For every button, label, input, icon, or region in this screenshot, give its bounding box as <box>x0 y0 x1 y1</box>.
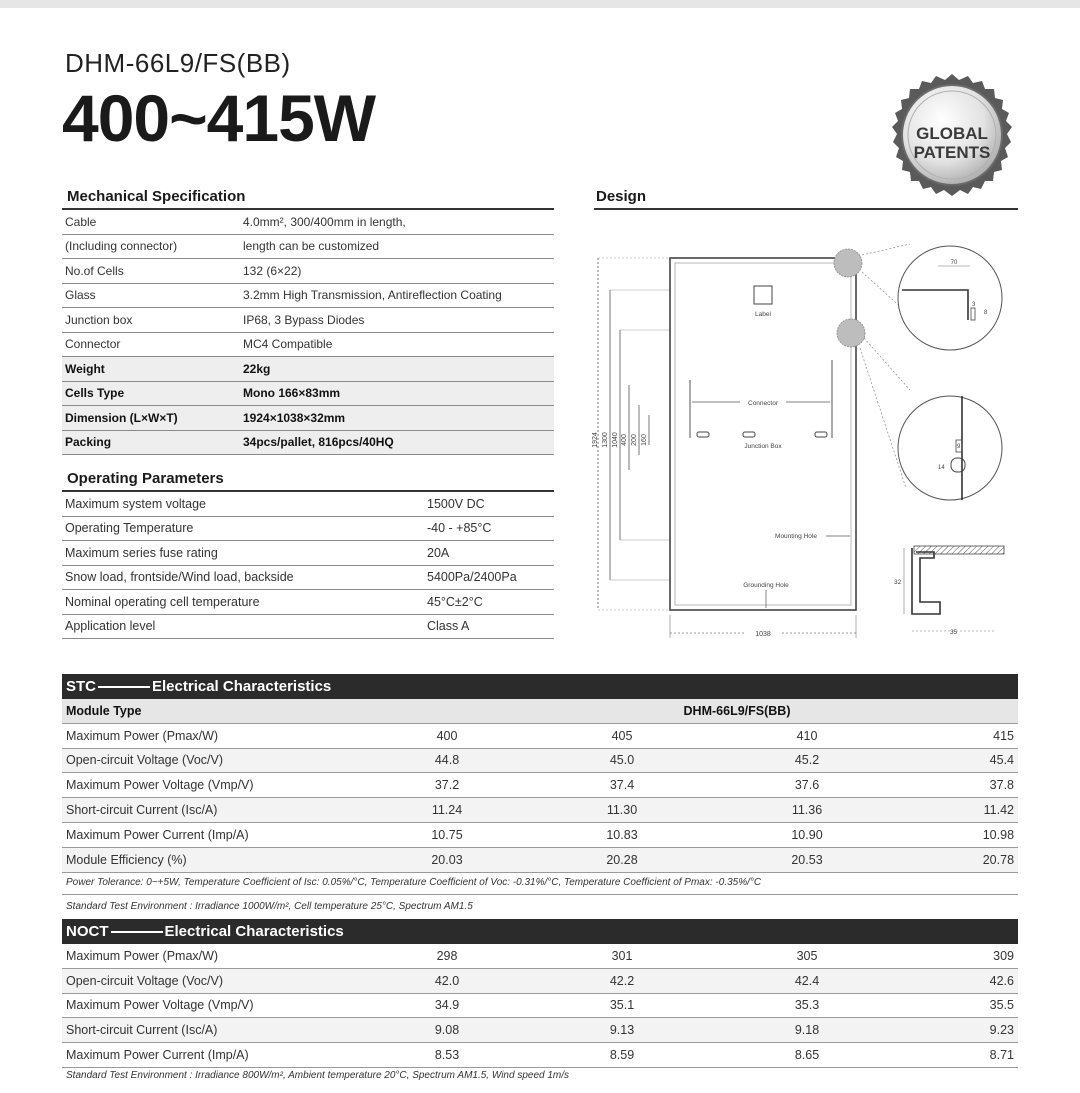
mechanical-spec-title: Mechanical Specification <box>67 188 246 205</box>
noct-value: 8.71 <box>872 1043 1018 1068</box>
mech-label: Packing <box>62 430 240 455</box>
stc-value: 405 <box>502 723 742 748</box>
noct-value: 35.1 <box>502 993 742 1018</box>
op-row <box>62 516 554 541</box>
op-value: 5400Pa/2400Pa <box>424 565 554 590</box>
module-type-value: DHM-66L9/FS(BB) <box>502 699 872 723</box>
mech-row <box>62 234 554 259</box>
stc-row <box>62 822 1018 847</box>
mech-value: Mono 166×83mm <box>240 381 554 406</box>
stc-value: 11.36 <box>742 798 872 823</box>
stc-value: 415 <box>872 723 1018 748</box>
detail1-3: 3 <box>972 302 976 308</box>
noct-row <box>62 993 1018 1018</box>
stc-value: 20.53 <box>742 847 872 872</box>
noct-value: 8.65 <box>742 1043 872 1068</box>
stc-value: 11.42 <box>872 798 1018 823</box>
dim-400: 400 <box>621 434 628 446</box>
stc-value: 11.24 <box>392 798 502 823</box>
stc-table <box>62 699 1018 873</box>
stc-row <box>62 748 1018 773</box>
stc-header <box>62 674 1018 699</box>
mech-label: Connector <box>62 332 240 357</box>
stc-title: Electrical Characteristics <box>152 678 332 695</box>
noct-note: Standard Test Environment : Irradiance 800W/m², Ambient temperature 20°C, Spectrum AM1.5, Wind speed 1m/s <box>66 1070 570 1081</box>
mech-row <box>62 259 554 284</box>
detail2-9: 9 <box>957 444 961 450</box>
mech-row <box>62 308 554 333</box>
stc-value: 45.0 <box>502 748 742 773</box>
noct-value: 9.18 <box>742 1018 872 1043</box>
mech-value: MC4 Compatible <box>240 332 554 357</box>
op-row <box>62 590 554 615</box>
noct-value: 309 <box>872 944 1018 968</box>
seal-text-2: PATENTS <box>913 143 991 162</box>
stc-value: 20.28 <box>502 847 742 872</box>
op-label: Operating Temperature <box>62 516 424 541</box>
power-range: 400~415W <box>62 81 376 155</box>
profile-35: 35 <box>950 629 958 636</box>
noct-title: Electrical Characteristics <box>164 923 344 940</box>
noct-table <box>62 944 1018 1068</box>
stc-row <box>62 847 1018 872</box>
label-text: Label <box>755 311 771 318</box>
mechanical-spec-table <box>62 210 554 455</box>
mech-label: Dimension (L×W×T) <box>62 406 240 431</box>
stc-value: 37.8 <box>872 773 1018 798</box>
op-value: 45°C±2°C <box>424 590 554 615</box>
dim-200: 200 <box>631 434 638 446</box>
mech-value: IP68, 3 Bypass Diodes <box>240 308 554 333</box>
stc-value: 10.75 <box>392 822 502 847</box>
noct-row <box>62 944 1018 968</box>
stc-note-2: Standard Test Environment : Irradiance 1000W/m², Cell temperature 25°C, Spectrum AM1.5 <box>66 901 473 912</box>
mech-label: No.of Cells <box>62 259 240 284</box>
op-value: Class A <box>424 614 554 639</box>
op-label: Maximum system voltage <box>62 492 424 516</box>
noct-value: 301 <box>502 944 742 968</box>
dim-1300: 1300 <box>602 432 609 448</box>
junction-box-text: Junction Box <box>744 443 782 450</box>
stc-note-1: Power Tolerance: 0~+5W, Temperature Coefficient of Isc: 0.05%/°C, Temperature Coefficient of Voc: -0.31%/°C, Temperature Coefficient of Pmax: -0.35%/°C <box>66 877 762 888</box>
stc-value: 20.78 <box>872 847 1018 872</box>
module-type-label: Module Type <box>62 699 392 723</box>
noct-value: 42.4 <box>742 968 872 993</box>
detail1-8: 8 <box>984 310 988 316</box>
op-value: 20A <box>424 541 554 566</box>
op-label: Maximum series fuse rating <box>62 541 424 566</box>
op-label: Snow load, frontside/Wind load, backside <box>62 565 424 590</box>
stc-label: Module Efficiency (%) <box>62 847 392 872</box>
design-title: Design <box>596 188 647 205</box>
op-row <box>62 541 554 566</box>
stc-value: 11.30 <box>502 798 742 823</box>
noct-value: 9.08 <box>392 1018 502 1043</box>
noct-header <box>62 919 1018 944</box>
op-value: -40 - +85°C <box>424 516 554 541</box>
noct-row <box>62 1018 1018 1043</box>
noct-label: Maximum Power Voltage (Vmp/V) <box>62 993 392 1018</box>
mech-row <box>62 406 554 431</box>
stc-value: 400 <box>392 723 502 748</box>
mech-label: (Including connector) <box>62 234 240 259</box>
mounting-hole-text: Mounting Hole <box>775 533 817 540</box>
stc-label: Maximum Power Current (Imp/A) <box>62 822 392 847</box>
connector-text: Connector <box>748 400 778 407</box>
noct-value: 298 <box>392 944 502 968</box>
mech-row <box>62 283 554 308</box>
mech-label: Junction box <box>62 308 240 333</box>
dim-1040: 1040 <box>612 432 619 448</box>
noct-value: 305 <box>742 944 872 968</box>
op-label: Application level <box>62 614 424 639</box>
stc-value: 37.2 <box>392 773 502 798</box>
noct-value: 9.23 <box>872 1018 1018 1043</box>
noct-value: 42.0 <box>392 968 502 993</box>
stc-row <box>62 773 1018 798</box>
noct-value: 34.9 <box>392 993 502 1018</box>
profile-32: 32 <box>894 579 902 586</box>
top-bar <box>0 0 1080 8</box>
noct-value: 35.3 <box>742 993 872 1018</box>
dim-160: 160 <box>641 434 648 446</box>
stc-row <box>62 798 1018 823</box>
mech-label: Weight <box>62 357 240 382</box>
stc-value: 44.8 <box>392 748 502 773</box>
mech-value: 4.0mm², 300/400mm in length, <box>240 210 554 234</box>
stc-note-rule <box>62 894 1018 895</box>
mech-value: length can be customized <box>240 234 554 259</box>
mech-row <box>62 357 554 382</box>
op-row <box>62 565 554 590</box>
mech-value: 22kg <box>240 357 554 382</box>
stc-label: Maximum Power (Pmax/W) <box>62 723 392 748</box>
grounding-hole-text: Grounding Hole <box>743 582 789 589</box>
module-design-drawing <box>594 210 1026 650</box>
op-value: 1500V DC <box>424 492 554 516</box>
noct-row <box>62 1043 1018 1068</box>
noct-label: Maximum Power (Pmax/W) <box>62 944 392 968</box>
detail2-14: 14 <box>938 465 945 471</box>
global-patents-seal <box>882 72 1022 212</box>
stc-value: 10.98 <box>872 822 1018 847</box>
stc-prefix: STC <box>66 678 96 695</box>
stc-value: 45.4 <box>872 748 1018 773</box>
noct-label: Short-circuit Current (Isc/A) <box>62 1018 392 1043</box>
mech-label: Glass <box>62 283 240 308</box>
mech-value: 34pcs/pallet, 816pcs/40HQ <box>240 430 554 455</box>
dim-1038: 1038 <box>755 631 771 638</box>
noct-value: 8.59 <box>502 1043 742 1068</box>
model-name: DHM-66L9/FS(BB) <box>65 48 291 78</box>
stc-label: Short-circuit Current (Isc/A) <box>62 798 392 823</box>
stc-value: 37.4 <box>502 773 742 798</box>
dim-1924: 1924 <box>592 432 599 448</box>
noct-value: 35.5 <box>872 993 1018 1018</box>
noct-value: 8.53 <box>392 1043 502 1068</box>
noct-label: Open-circuit Voltage (Voc/V) <box>62 968 392 993</box>
noct-label: Maximum Power Current (Imp/A) <box>62 1043 392 1068</box>
detail1-70: 70 <box>950 260 958 266</box>
stc-value: 10.90 <box>742 822 872 847</box>
mech-value: 3.2mm High Transmission, Antireflection Coating <box>240 283 554 308</box>
mech-value: 1924×1038×32mm <box>240 406 554 431</box>
mech-row <box>62 210 554 234</box>
mech-row <box>62 332 554 357</box>
noct-value: 42.6 <box>872 968 1018 993</box>
noct-row <box>62 968 1018 993</box>
stc-value: 37.6 <box>742 773 872 798</box>
op-label: Nominal operating cell temperature <box>62 590 424 615</box>
stc-value: 10.83 <box>502 822 742 847</box>
stc-value: 45.2 <box>742 748 872 773</box>
noct-value: 42.2 <box>502 968 742 993</box>
stc-row <box>62 723 1018 748</box>
stc-label: Maximum Power Voltage (Vmp/V) <box>62 773 392 798</box>
mech-label: Cells Type <box>62 381 240 406</box>
op-row <box>62 492 554 516</box>
mech-row <box>62 430 554 455</box>
mech-row <box>62 381 554 406</box>
stc-value: 410 <box>742 723 872 748</box>
seal-text-1: GLOBAL <box>916 124 988 143</box>
operating-params-title: Operating Parameters <box>67 470 224 487</box>
module-type-row <box>62 699 1018 723</box>
operating-params-table <box>62 492 554 639</box>
op-row <box>62 614 554 639</box>
mech-value: 132 (6×22) <box>240 259 554 284</box>
stc-label: Open-circuit Voltage (Voc/V) <box>62 748 392 773</box>
noct-value: 9.13 <box>502 1018 742 1043</box>
mech-label: Cable <box>62 210 240 234</box>
noct-prefix: NOCT <box>66 923 109 940</box>
stc-value: 20.03 <box>392 847 502 872</box>
